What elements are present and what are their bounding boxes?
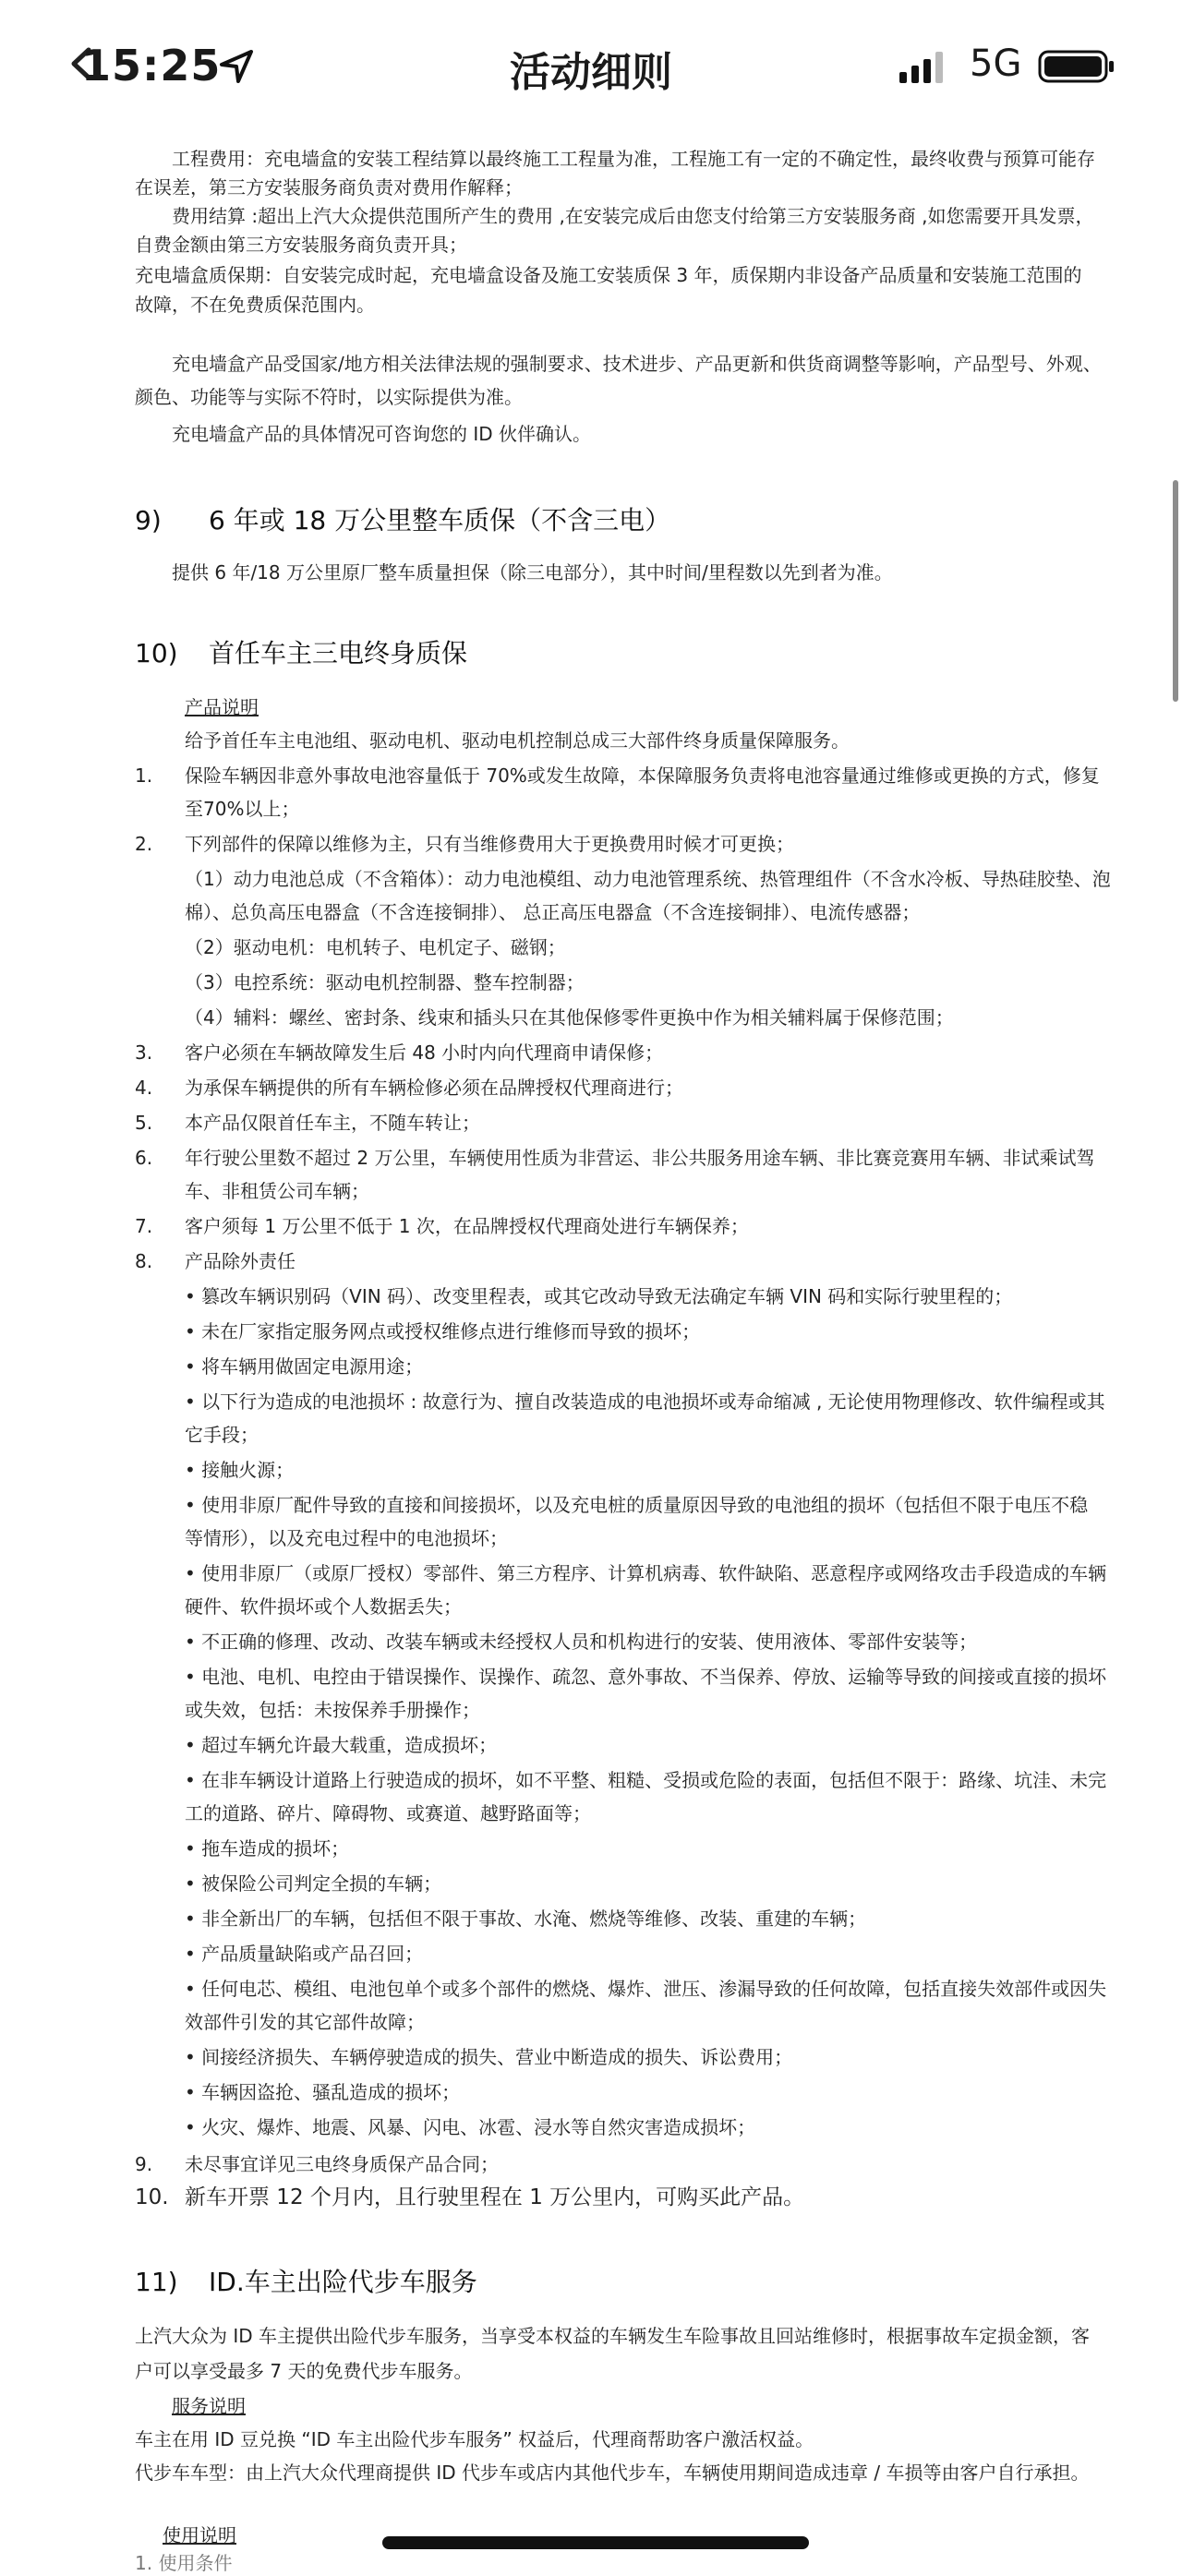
item-line: 保险车辆因非意外事故电池容量低于 70%或发生故障，本保障服务负责将电池容量通过维修或更换的方式，修复 [185,764,1100,787]
section-11-service-line: 代步车车型：由上汽大众代理商提供 ID 代步车或店内其他代步车，车辆使用期间造成违章 / 车损等由客户自行承担。 [135,2462,1090,2484]
install-line: 颜色、功能等与实际不符时，以实际提供为准。 [135,386,523,408]
exclusion-line: 硬件、软件损坏或个人数据丢失； [185,1595,462,1618]
exclusion-line: • 使用非原厂（或原厂授权）零部件、第三方程序、计算机病毒、软件缺陷、恶意程序或网络攻击手段造成的车辆 [185,1562,1107,1584]
install-line: 充电墙盒产品的具体情况可咨询您的 ID 伙伴确认。 [172,423,592,445]
exclusion-line: • 将车辆用做固定电源用途； [185,1355,424,1378]
section-11-line: 户可以享受最多 7 天的免费代步车服务。 [135,2360,473,2382]
install-line: 充电墙盒质保期：自安装完成时起，充电墙盒设备及施工安装质保 3 年，质保期内非设备产品质量和安装施工范围的 [135,264,1082,286]
exclusion-line: 它手段； [185,1424,259,1446]
section-11-desc-label: 服务说明 [172,2395,246,2417]
exclusion-line: • 使用非原厂配件导致的直接和间接损坏，以及充电桩的质量原因导致的电池组的损坏（包括但不限于电压不稳 [185,1494,1089,1516]
item-line: 年行驶公里数不超过 2 万公里，车辆使用性质为非营运、非公共服务用途车辆、非比赛竞赛用车辆、非试乘试驾 [185,1147,1095,1169]
item-number: 2. [135,833,153,855]
section-11-title: ID.车主出险代步车服务 [209,2267,477,2297]
item-line: 棉）、总负高压电器盒（不含连接铜排）、 总正高压电器盒（不含连接铜排）、电流传感器； [185,901,921,923]
section-9-number: 9) [135,505,162,536]
cellular-signal-icon [899,52,946,83]
section-10-intro: 给予首任车主电池组、驱动电机、驱动电机控制总成三大部件终身质量保障服务。 [185,729,850,752]
section-11-cut-line: 1. 使用条件 [135,2552,233,2574]
section-11-line: 上汽大众为 ID 车主提供出险代步车服务，当享受本权益的车辆发生车险事故且回站维修时，根据事故车定损金额，客 [135,2325,1091,2347]
exclusion-line: 工的道路、碎片、障碍物、或赛道、越野路面等； [185,1802,591,1824]
install-line: 故障，不在免费质保范围内。 [135,294,375,316]
item-number: 4. [135,1077,153,1099]
item-line: 下列部件的保障以维修为主，只有当维修费用大于更换费用时候才可更换； [185,833,794,855]
exclusion-line: • 超过车辆允许最大载重，造成损坏； [185,1734,498,1756]
item-line: 未尽事宜详见三电终身质保产品合同； [185,2153,499,2175]
section-10-heading [135,637,467,670]
exclusion-line: • 以下行为造成的电池损坏 : 故意行为、擅自改装造成的电池损坏或寿命缩减 , 无论使用物理修改、软件编程或其 [185,1390,1105,1413]
section-10-number: 10) [135,638,178,668]
exclusion-line: • 火灾、爆炸、地震、风暴、闪电、冰雹、浸水等自然灾害造成损坏； [185,2116,756,2138]
exclusion-line: • 被保险公司判定全损的车辆； [185,1872,442,1895]
section-11-service-line: 车主在用 ID 豆兑换 “ID 车主出险代步车服务” 权益后，代理商帮助客户激活权益。 [135,2428,814,2450]
item-number: 9. [135,2153,153,2175]
item-line: 至70%以上； [185,798,300,820]
section-10-title: 首任车主三电终身质保 [209,638,468,668]
item-number: 1. [135,764,153,787]
item-line: 新车开票 12 个月内，且行驶里程在 1 万公里内，可购买此产品。 [185,2185,805,2209]
exclusion-line: • 任何电芯、模组、电池包单个或多个部件的燃烧、爆炸、泄压、渗漏导致的任何故障，包括直接失效部件或因失 [185,1978,1107,2000]
item-number: 5. [135,1112,153,1134]
section-11-usage-label: 使用说明 [163,2524,236,2546]
install-line: 在误差，第三方安装服务商负责对费用作解释； [135,176,523,199]
exclusion-line: 或失效，包括：未按保养手册操作； [185,1699,480,1721]
scrollbar[interactable] [1173,480,1178,702]
item-line: 为承保车辆提供的所有车辆检修必须在品牌授权代理商进行； [185,1077,683,1099]
item-line: 产品除外责任 [185,1250,296,1272]
item-number: 3. [135,1041,153,1064]
exclusion-line: • 篡改车辆识别码（VIN 码）、改变里程表，或其它改动导致无法确定车辆 VIN 码和实际行驶里程的； [185,1285,1013,1307]
item-line: 本产品仅限首任车主，不随车转让； [185,1112,480,1134]
exclusion-line: • 拖车造成的损坏； [185,1837,350,1860]
exclusion-line: • 车辆因盗抢、骚乱造成的损坏； [185,2081,461,2103]
exclusion-line: • 未在厂家指定服务网点或授权维修点进行维修而导致的损坏； [185,1320,701,1342]
install-line: 费用结算 :超出上汽大众提供范围所产生的费用 ,在安装完成后由您支付给第三方安装服务商 ,如您需要开具发票， [172,205,1094,227]
section-11-heading [135,2266,477,2299]
exclusion-line: • 接触火源； [185,1459,295,1481]
section-10-desc-label: 产品说明 [185,696,259,718]
section-9-text: 提供 6 年/18 万公里原厂整车质量担保（除三电部分），其中时间/里程数以先到者为准。 [172,561,893,584]
exclusion-line: 效部件引发的其它部件故障； [185,2011,425,2033]
network-type: 5G [970,42,1022,85]
battery-icon [1038,50,1116,83]
exclusion-line: • 非全新出厂的车辆，包括但不限于事故、水淹、燃烧等维修、改装、重建的车辆； [185,1908,867,1930]
item-line: （1）动力电池总成（不含箱体）：动力电池模组、动力电池管理系统、热管理组件（不含水冷板、导热硅胶垫、泡 [185,868,1111,890]
install-line: 工程费用：充电墙盒的安装工程结算以最终施工工程量为准，工程施工有一定的不确定性，最终收费与预算可能存 [172,148,1095,170]
install-line: 充电墙盒产品受国家/地方相关法律法规的强制要求、技术进步、产品更新和供货商调整等影响，产品型号、外观、 [172,353,1102,375]
install-line: 自费金额由第三方安装服务商负责开具； [135,234,467,256]
exclusion-line: • 产品质量缺陷或产品召回； [185,1943,424,1965]
exclusion-line: 等情形），以及充电过程中的电池损坏； [185,1527,508,1549]
section-9-title: 6 年或 18 万公里整车质保（不含三电） [209,505,671,536]
item-number: 10. [135,2185,169,2209]
item-number: 7. [135,1215,153,1237]
home-indicator[interactable] [382,2536,809,2549]
item-line: （3）电控系统：驱动电机控制器、整车控制器； [185,971,585,993]
exclusion-line: • 间接经济损失、车辆停驶造成的损失、营业中断造成的损失、诉讼费用； [185,2046,793,2068]
status-bar [0,0,1182,138]
exclusion-line: • 电池、电机、电控由于错误操作、误操作、疏忽、意外事故、不当保养、停放、运输等导致的间接或直接的损坏 [185,1666,1107,1688]
item-line: 车、非租赁公司车辆； [185,1180,369,1202]
item-line: 客户须每 1 万公里不低于 1 次，在品牌授权代理商处进行车辆保养； [185,1215,749,1237]
status-time: 15:25 [81,41,222,90]
section-9-heading [135,504,670,537]
item-line: （2）驱动电机：电机转子、电机定子、磁钢； [185,936,566,958]
page-title: 活动细则 [510,49,672,96]
exclusion-line: • 在非车辆设计道路上行驶造成的损坏，如不平整、粗糙、受损或危险的表面，包括但不限于：路缘、坑洼、未完 [185,1769,1107,1791]
item-line: 客户必须在车辆故障发生后 48 小时内向代理商申请保修； [185,1041,664,1064]
item-number: 6. [135,1147,153,1169]
item-line: （4）辅料：螺丝、密封条、线束和插头只在其他保修零件更换中作为相关辅料属于保修范围； [185,1006,954,1029]
exclusion-line: • 不正确的修理、改动、改装车辆或未经授权人员和机构进行的安装、使用液体、零部件安装等； [185,1631,978,1653]
item-number: 8. [135,1250,153,1272]
section-11-number: 11) [135,2267,178,2297]
